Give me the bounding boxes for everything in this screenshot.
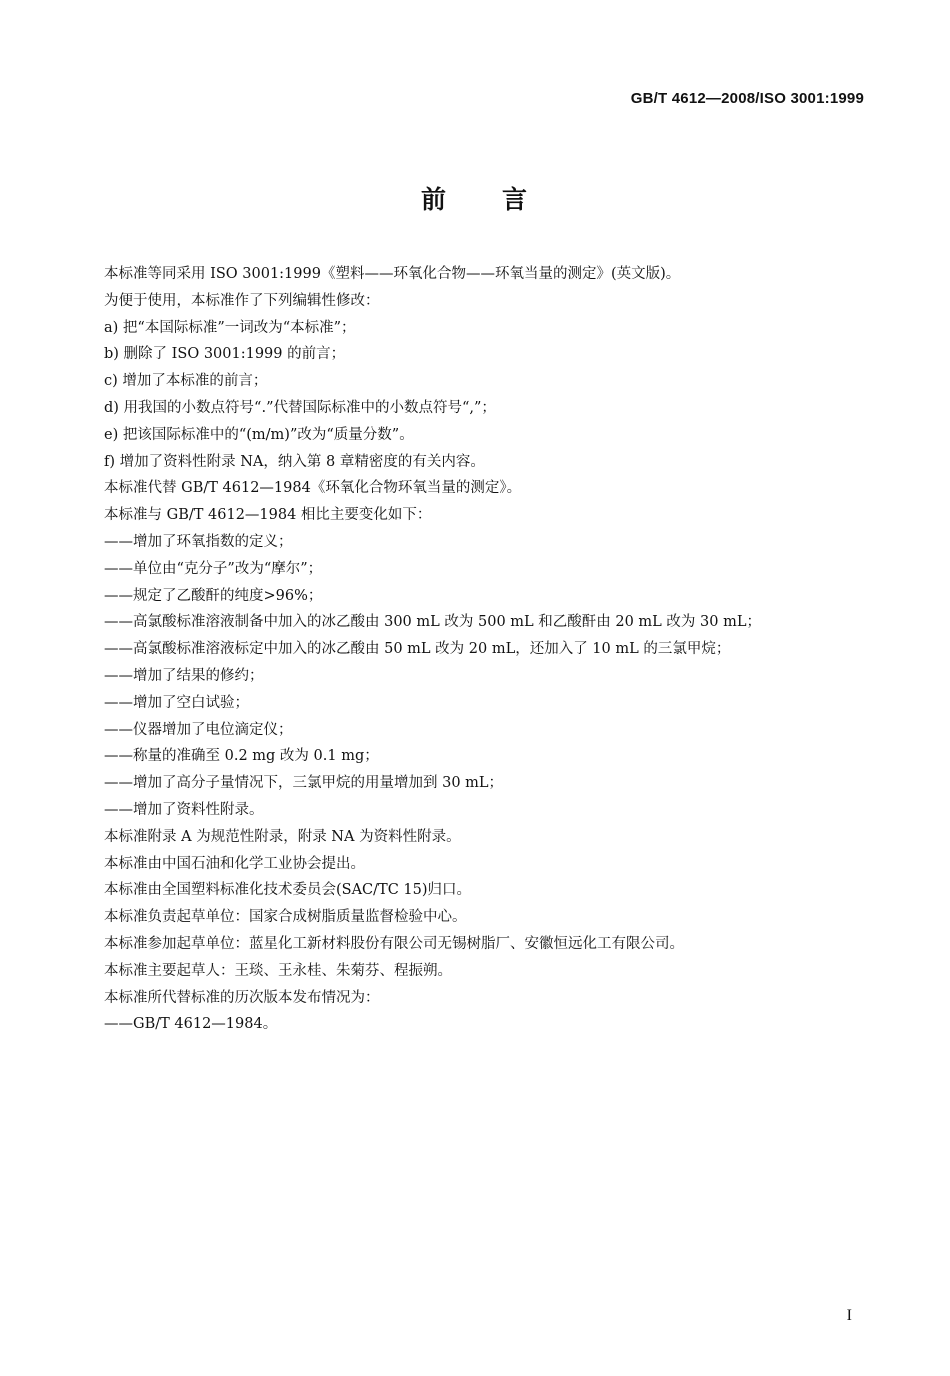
- change-item: ——仪器增加了电位滴定仪；: [104, 721, 293, 738]
- text-line: 为便于使用，本标准作了下列编辑性修改：: [104, 292, 380, 309]
- page-title: 前 言: [420, 185, 529, 214]
- change-item: ——高氯酸标准溶液标定中加入的冰乙酸由 50 mL 改为 20 mL，还加入了 10 mL 的三氯甲烷；: [104, 641, 731, 658]
- text-line: 本标准所代替标准的历次版本发布情况为：: [104, 989, 380, 1006]
- standard-code: GB/T 4612—2008/ISO 3001:1999: [630, 90, 864, 107]
- page-number: I: [846, 1307, 852, 1324]
- change-item: ——高氯酸标准溶液制备中加入的冰乙酸由 300 mL 改为 500 mL 和乙酸酐由 20 mL 改为 30 mL；: [104, 614, 761, 631]
- text-line: 本标准由中国石油和化学工业协会提出。: [104, 855, 365, 872]
- change-item: ——单位由“克分子”改为“摩尔”；: [104, 560, 323, 577]
- change-item: ——GB/T 4612—1984。: [104, 1016, 278, 1033]
- change-item: ——增加了资料性附录。: [104, 801, 264, 818]
- list-item: b) 删除了 ISO 3001:1999 的前言；: [104, 346, 346, 363]
- list-item: f) 增加了资料性附录 NA，纳入第 8 章精密度的有关内容。: [104, 453, 485, 470]
- text-line: 本标准负责起草单位：国家合成树脂质量监督检验中心。: [104, 909, 467, 926]
- list-item: c) 增加了本标准的前言；: [104, 373, 268, 390]
- text-line: 本标准附录 A 为规范性附录，附录 NA 为资料性附录。: [104, 828, 461, 845]
- change-item: ——增加了环氧指数的定义；: [104, 533, 293, 550]
- text-line: 本标准主要起草人：王琰、王永桂、朱菊芬、程振朔。: [104, 962, 452, 979]
- text-line: 本标准代替 GB/T 4612—1984《环氧化合物环氧当量的测定》。: [104, 480, 522, 497]
- text-line: 本标准由全国塑料标准化技术委员会(SAC/TC 15)归口。: [104, 882, 472, 899]
- text-line: 本标准参加起草单位：蓝星化工新材料股份有限公司无锡树脂厂、安徽恒远化工有限公司。: [104, 935, 684, 952]
- text-line: 本标准等同采用 ISO 3001:1999《塑料——环氧化合物——环氧当量的测定》(英文版)。: [104, 266, 681, 282]
- change-item: ——规定了乙酸酐的纯度>96%；: [104, 587, 323, 604]
- change-item: ——增加了高分子量情况下，三氯甲烷的用量增加到 30 mL；: [104, 775, 504, 792]
- change-item: ——增加了空白试验；: [104, 694, 249, 711]
- text-line: 本标准与 GB/T 4612—1984 相比主要变化如下：: [104, 507, 432, 524]
- change-item: ——增加了结果的修约；: [104, 667, 264, 684]
- list-item: d) 用我国的小数点符号“.”代替国际标准中的小数点符号“,”；: [104, 399, 496, 416]
- list-item: a) 把“本国际标准”一词改为“本标准”；: [104, 319, 356, 336]
- change-item: ——称量的准确至 0.2 mg 改为 0.1 mg；: [104, 748, 379, 765]
- list-item: e) 把该国际标准中的“(m/m)”改为“质量分数”。: [104, 426, 414, 443]
- preface-body: [104, 261, 874, 1038]
